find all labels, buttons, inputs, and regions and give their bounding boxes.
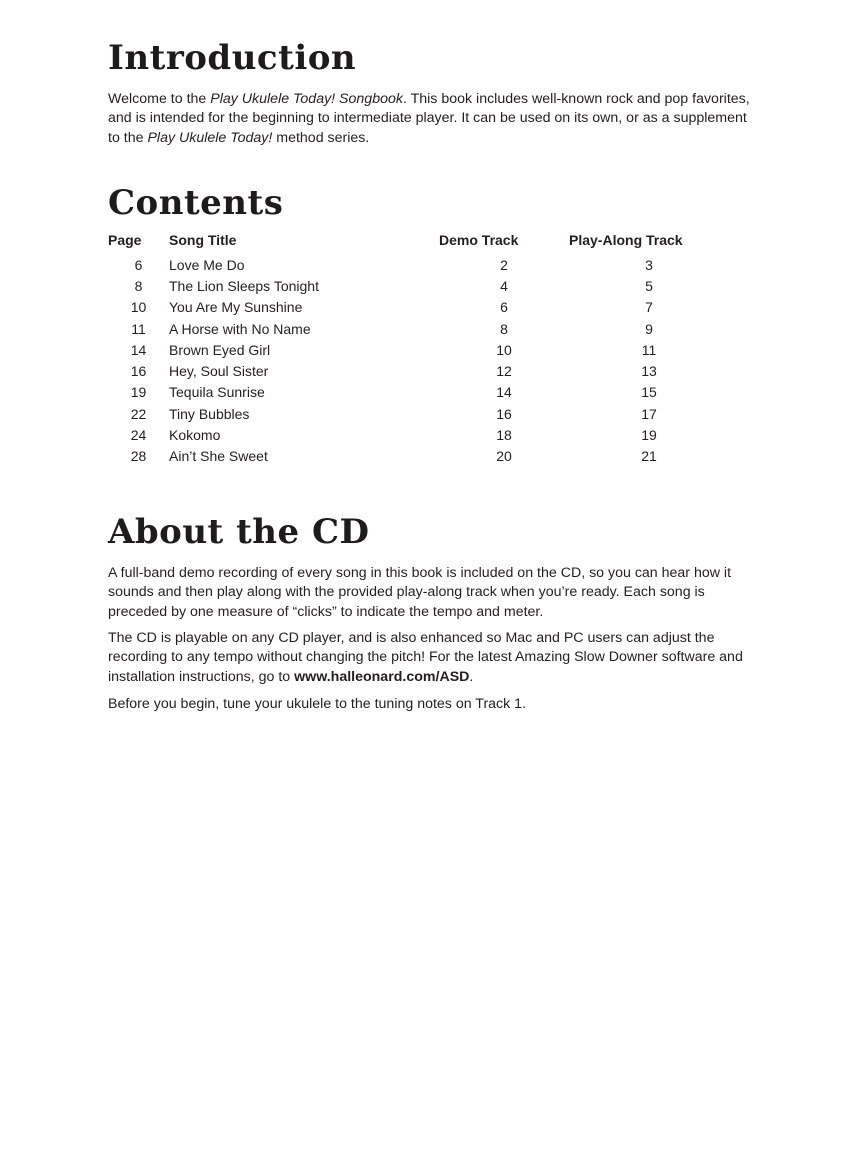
contents-header-row	[108, 232, 729, 254]
table-row	[108, 424, 729, 445]
intro-book-title: Play Ukulele Today! Songbook	[210, 91, 403, 107]
table-row	[108, 382, 729, 403]
row-song-title: Tiny Bubbles	[169, 405, 250, 422]
table-row	[108, 403, 729, 424]
halleonard-asd-link[interactable]: www.halleonard.com/ASD	[294, 668, 470, 685]
row-page: 6	[134, 256, 143, 273]
row-song-title: Brown Eyed Girl	[169, 341, 271, 358]
row-play-along-track: 19	[641, 427, 657, 444]
row-page: 28	[130, 448, 147, 465]
row-song-title: Hey, Soul Sister	[169, 363, 269, 380]
row-page: 19	[130, 384, 147, 401]
row-demo-track: 16	[496, 405, 512, 422]
table-row	[108, 339, 729, 360]
table-row	[108, 360, 729, 381]
row-play-along-track: 21	[641, 448, 657, 465]
about-cd-paragraph-2-text: The CD is playable on any CD player, and is also enhanced so Mac and PC users can adjust the recording to any tempo without changing the pitch! For the latest Amazing Slow Downer software and installation instructions, go to	[108, 630, 743, 685]
row-play-along-track: 3	[645, 256, 653, 273]
row-play-along-track: 9	[645, 320, 653, 337]
row-demo-track: 14	[496, 384, 512, 401]
introduction-heading: Introduction	[108, 38, 357, 78]
introduction-paragraph	[108, 90, 758, 148]
row-play-along-track: 17	[641, 405, 657, 422]
about-cd-heading: About the CD	[108, 512, 370, 552]
row-song-title: Tequila Sunrise	[169, 384, 265, 401]
row-song-title: You Are My Sunshine	[169, 299, 303, 316]
row-song-title: Love Me Do	[169, 256, 245, 273]
column-header-page: Page	[108, 232, 142, 248]
table-row	[108, 297, 729, 318]
row-play-along-track: 13	[641, 363, 657, 380]
about-cd-paragraph-2	[108, 629, 758, 687]
table-row	[108, 275, 729, 296]
row-song-title: A Horse with No Name	[169, 320, 311, 337]
row-demo-track: 4	[500, 277, 508, 294]
row-demo-track: 18	[496, 427, 512, 444]
row-page: 16	[130, 363, 147, 380]
about-cd-paragraph-2-end: .	[469, 668, 474, 685]
row-page: 10	[130, 299, 147, 316]
row-demo-track: 20	[496, 448, 512, 465]
table-row	[108, 446, 729, 467]
intro-series-title: Play Ukulele Today!	[147, 129, 273, 146]
column-header-play-along-track: Play-Along Track	[569, 232, 683, 248]
intro-text-2: . This book includes well-known rock and pop favorites, and is intended for the beginning to intermediate player. It can be used on its own, or as a supplement to the	[108, 91, 750, 146]
row-demo-track: 10	[496, 341, 512, 358]
about-cd-paragraph-3: Before you begin, tune your ukulele to the tuning notes on Track 1.	[108, 696, 527, 712]
table-row	[108, 318, 729, 339]
row-demo-track: 2	[500, 256, 508, 273]
column-header-demo-track: Demo Track	[439, 232, 519, 248]
intro-text-1: Welcome to the	[108, 91, 211, 107]
about-cd-paragraph-1: A full-band demo recording of every song in this book is included on the CD, so you can hear how it sounds and then play along with the provided play-along track when you’re ready. Each song is preceded by one measure of “clicks” to indicate the tempo and meter.	[108, 565, 732, 620]
column-header-song-title: Song Title	[169, 232, 237, 248]
row-demo-track: 12	[496, 363, 512, 380]
row-page: 14	[130, 341, 147, 358]
row-song-title: The Lion Sleeps Tonight	[169, 277, 319, 294]
contents-table	[108, 232, 729, 467]
table-row	[108, 254, 729, 275]
row-song-title: Ain’t She Sweet	[169, 448, 268, 465]
intro-text-3: method series.	[272, 129, 370, 146]
row-play-along-track: 7	[645, 299, 653, 316]
row-page: 22	[130, 405, 147, 422]
row-demo-track: 8	[500, 320, 508, 337]
row-page: 11	[131, 320, 146, 337]
row-page: 24	[130, 427, 147, 444]
row-play-along-track: 11	[641, 341, 657, 358]
row-song-title: Kokomo	[169, 427, 221, 444]
row-play-along-track: 15	[641, 384, 657, 401]
row-page: 8	[134, 277, 143, 294]
contents-heading: Contents	[108, 183, 284, 223]
row-demo-track: 6	[500, 299, 508, 316]
row-play-along-track: 5	[645, 277, 653, 294]
